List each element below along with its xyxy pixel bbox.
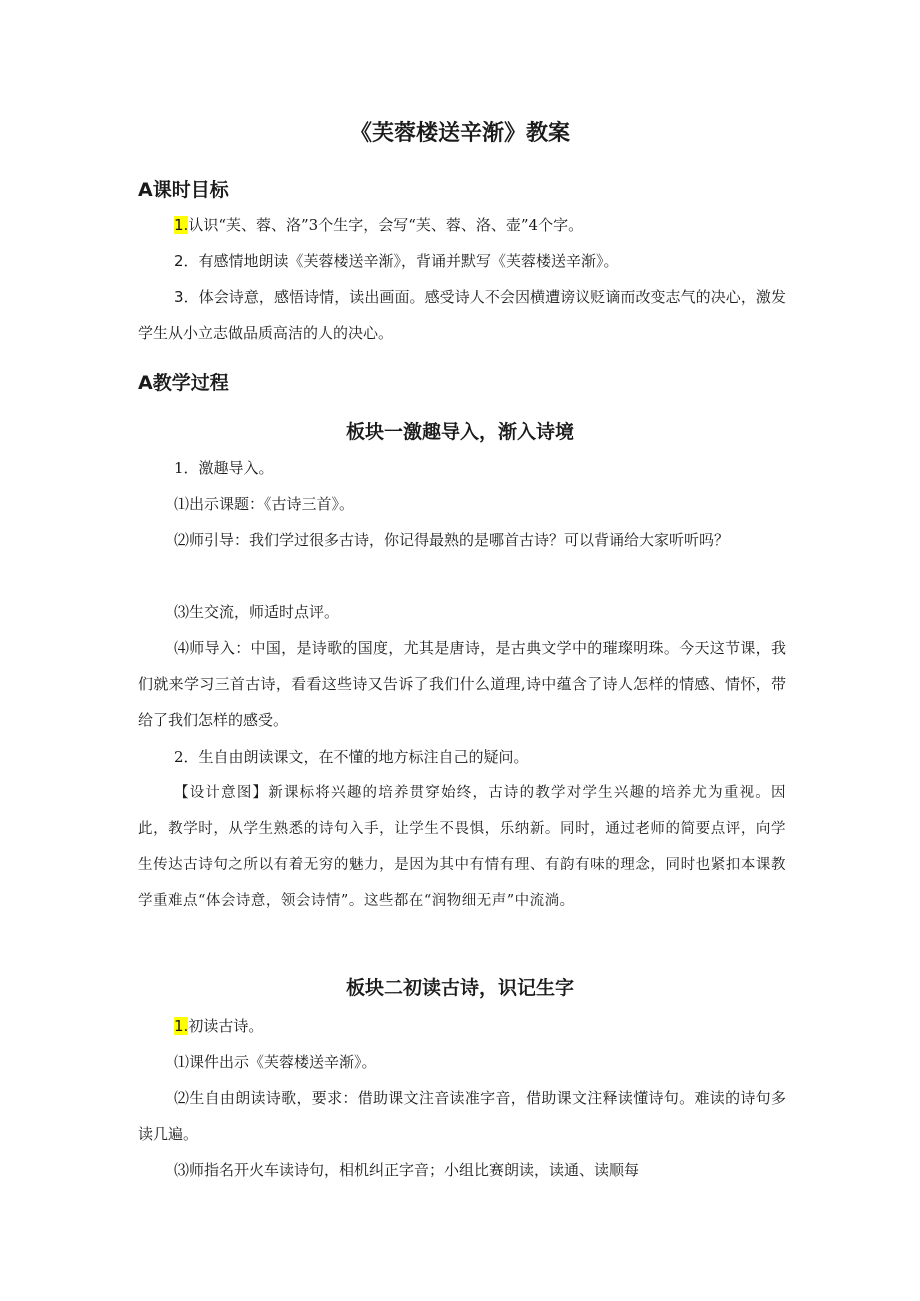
design-intent-paragraph: 【设计意图】新课标将兴趣的培养贯穿始终，古诗的教学对学生兴趣的培养尤为重视。因此，教学时，从学生熟悉的诗句入手，让学生不畏惧，乐纳新。同时，通过老师的简要点评，向学生传达古诗句之所以有着无穷的魅力，是因为其中有情有理、有韵有味的理念，同时也紧扣本课教学重难点“体会诗意，领会诗情”。这些都在“润物细无声”中流淌。 [138,785,786,909]
block-1-item: 2．生自由朗读课文，在不懂的地方标注自己的疑问。 [174,748,529,766]
block-1-item: ⑷师导入：中国，是诗歌的国度，尤其是唐诗，是古典文学中的璀璨明珠。今天这节课，我们就来学习三首古诗，看看这些诗又告诉了我们什么道理,诗中蕴含了诗人怎样的情感、情怀，带给了我们怎样的感受。 [138,639,786,729]
block-1-item: ⑵师引导：我们学过很多古诗，你记得最熟的是哪首古诗？可以背诵给大家听听吗？ [174,531,730,549]
block-1-heading: 板块一激趣导入，渐入诗境 [345,421,574,443]
block-2-item: ⑶师指名开火车读诗句，相机纠正字音；小组比赛朗读，读通、读顺每 [174,1161,640,1179]
section-heading-goals: A课时目标 [138,179,229,201]
document-title: 《芙蓉楼送辛渐》教案 [349,121,570,146]
block-2-item: ⑴课件出示《芙蓉楼送辛渐》。 [174,1053,377,1071]
goal-number: 3 [174,288,184,306]
goal-item-1 [138,207,786,243]
highlighted-number: 1. [174,216,189,234]
goal-text: 认识“芙、蓉、洛”3个生字，会写“芙、蓉、洛、壶”4个字。 [188,216,584,234]
block-2-item: ⑵生自由朗读诗歌，要求：借助课文注音读准字音，借助课文注释读懂诗句。难读的诗句多读几遍。 [138,1089,786,1143]
block-2-heading: 板块二初读古诗，识记生字 [345,977,574,999]
section-heading-process: A教学过程 [138,372,229,394]
block-1-item: ⑴出示课题：《古诗三首》。 [174,495,355,513]
block-1-item: ⑶生交流，师适时点评。 [174,603,340,621]
block-2-item [138,1008,786,1044]
goal-text: ．有感情地朗读《芙蓉楼送辛渐》，背诵并默写《芙蓉楼送辛渐》。 [183,252,619,270]
goal-number: 2 [174,252,184,270]
block-1-item: 1．激趣导入。 [174,459,274,477]
goal-item-3 [138,279,786,351]
goal-text: ．体会诗意，感悟诗情，读出画面。感受诗人不会因横遭谤议贬谪而改变志气的决心，激发学生从小立志做品质高洁的人的决心。 [138,288,786,342]
block-2-item-text: 初读古诗。 [188,1017,264,1035]
highlighted-number: 1. [174,1017,189,1035]
goal-item-2 [138,243,786,279]
